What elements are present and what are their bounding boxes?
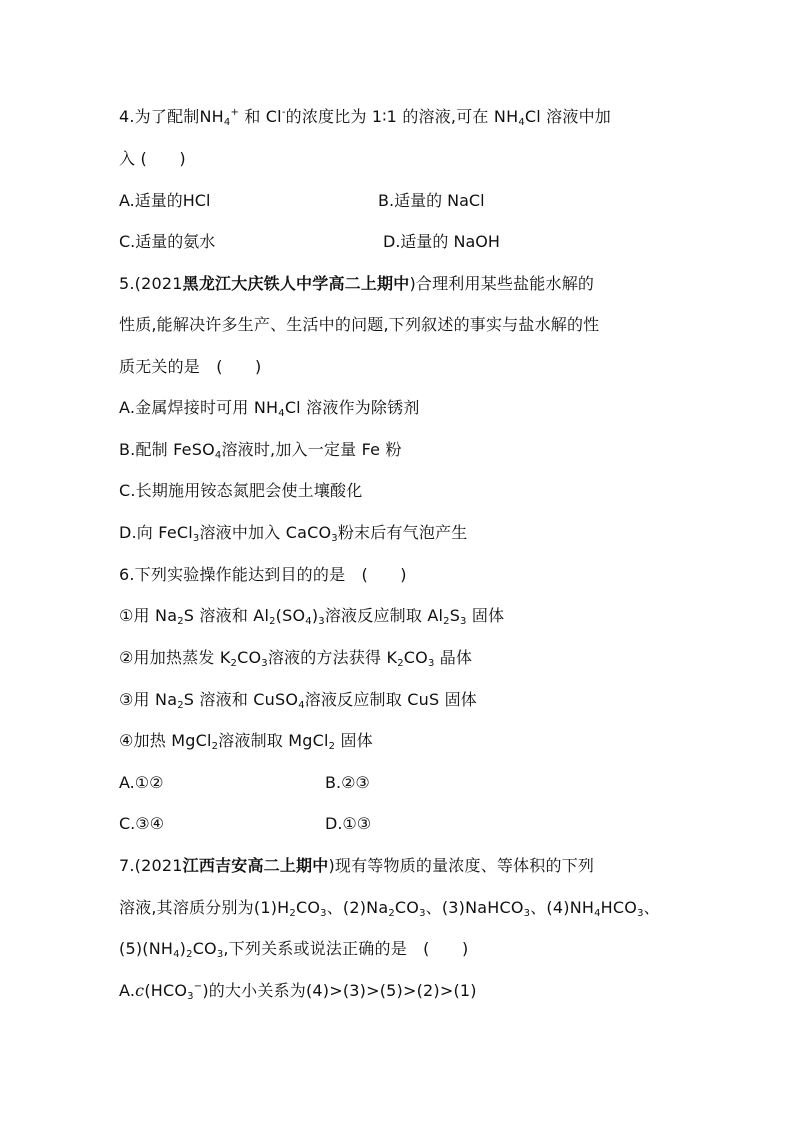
q5-option-a bbox=[119, 397, 420, 419]
q6-sub: 2 bbox=[443, 616, 450, 627]
q4-option-b: B.适量的 NaCl bbox=[378, 191, 485, 210]
q7-sub: 4 bbox=[594, 908, 601, 919]
q6-option-d: D.①③ bbox=[325, 814, 372, 833]
q6-item-3 bbox=[119, 689, 477, 711]
q6-sub: 3 bbox=[427, 658, 435, 669]
q6-sub: 4 bbox=[305, 616, 312, 627]
q6-sub: 2 bbox=[269, 616, 276, 627]
q6-text: (SO bbox=[275, 606, 306, 625]
q6-text: 固体 bbox=[335, 731, 373, 750]
q7-sub: 2 bbox=[388, 908, 395, 919]
q7-sup: − bbox=[193, 981, 203, 992]
q5-sub: 4 bbox=[278, 408, 285, 419]
q6-sub: 3 bbox=[460, 616, 467, 627]
q6-option-a: A.①② bbox=[119, 773, 164, 792]
q7-text: 、(4)NH bbox=[530, 898, 595, 917]
q5-option-c: C.长期施用铵态氮肥会使土壤酸化 bbox=[119, 481, 363, 500]
q6-text: S 溶液和 CuSO bbox=[183, 690, 299, 709]
q4-option-c: C.适量的氨水 bbox=[119, 232, 216, 251]
q6-text: 溶液的方法获得 K bbox=[267, 648, 398, 667]
q7-concentration-symbol: c bbox=[135, 981, 145, 1000]
q6-text: ③用 Na bbox=[119, 690, 178, 709]
q6-text: ②用加热蒸发 K bbox=[119, 648, 231, 667]
q6-text: S 溶液和 Al bbox=[183, 606, 270, 625]
q5-text: A.金属焊接时可用 NH bbox=[119, 398, 279, 417]
q7-text: 7.(2021 bbox=[119, 856, 183, 875]
q6-text: 溶液制取 MgCl bbox=[218, 731, 329, 750]
q7-text: (5)(NH bbox=[119, 939, 174, 958]
q6-item-4 bbox=[119, 730, 373, 752]
q6-text: S bbox=[449, 606, 461, 625]
q6-option-b: B.②③ bbox=[325, 773, 370, 792]
q7-sub: 2 bbox=[289, 908, 296, 919]
q6-sub: 2 bbox=[328, 741, 336, 752]
q6-text: 晶体 bbox=[434, 648, 473, 667]
q5-sub: 3 bbox=[192, 533, 200, 544]
q7-text: CO bbox=[295, 898, 321, 917]
q7-text: )现有等物质的量浓度、等体积的下列 bbox=[328, 856, 595, 875]
q6-sub: 2 bbox=[230, 658, 238, 669]
q6-sub: 3 bbox=[261, 658, 268, 669]
q7-sub: 3 bbox=[216, 949, 224, 960]
q6-item-2 bbox=[119, 647, 472, 669]
q7-text: )的大小关系为(4)>(3)>(5)>(2)>(1) bbox=[202, 981, 477, 1000]
q6-sub: 2 bbox=[397, 658, 404, 669]
q6-sub: 2 bbox=[177, 616, 184, 627]
q4-text: Cl 溶液中加 bbox=[524, 107, 611, 126]
q7-text: 、(2)Na bbox=[326, 898, 389, 917]
q7-text: A. bbox=[119, 981, 136, 1000]
q5-stem-line3: 质无关的是 ( ) bbox=[119, 357, 262, 376]
q4-option-a: A.适量的HCl bbox=[119, 191, 211, 210]
q7-stem-line1 bbox=[119, 855, 594, 877]
q5-sub: 3 bbox=[331, 533, 338, 544]
q7-sub: 4 bbox=[173, 949, 180, 960]
q7-text: CO bbox=[394, 898, 420, 917]
q4-sup: - bbox=[281, 107, 286, 118]
q6-text: 固体 bbox=[466, 606, 505, 625]
q6-text: ①用 Na bbox=[119, 606, 178, 625]
q7-text: 、 bbox=[643, 898, 660, 917]
q5-option-b bbox=[119, 439, 402, 461]
q4-sub: 4 bbox=[223, 117, 231, 128]
q7-sub: 3 bbox=[523, 908, 531, 919]
q4-text: 和 Cl bbox=[239, 107, 282, 126]
q7-text: 、(3)NaHCO bbox=[425, 898, 524, 917]
q6-text: ) bbox=[311, 606, 319, 625]
q7-stem-line3 bbox=[119, 938, 468, 960]
q7-text: ,下列关系或说法正确的是 ( ) bbox=[223, 939, 469, 958]
q6-sub: 2 bbox=[177, 700, 184, 711]
q4-option-d: D.适量的 NaOH bbox=[383, 232, 500, 251]
q5-stem-line1 bbox=[119, 273, 594, 295]
q7-source: 江西吉安高二上期中 bbox=[182, 856, 329, 875]
q4-stem-line2: 入 ( ) bbox=[119, 149, 186, 168]
q7-text: HCO bbox=[600, 898, 638, 917]
q6-sub: 3 bbox=[318, 616, 325, 627]
q7-sub: 3 bbox=[320, 908, 327, 919]
q6-text: CO bbox=[237, 648, 262, 667]
q7-sub: 3 bbox=[187, 991, 194, 1002]
q5-text: )合理利用某些盐能水解的 bbox=[409, 274, 595, 293]
q6-text: 溶液反应制取 CuS 固体 bbox=[304, 690, 477, 709]
q5-text: 溶液中加入 CaCO bbox=[199, 523, 332, 542]
q6-text: 溶液反应制取 Al bbox=[324, 606, 444, 625]
q6-text: ④加热 MgCl bbox=[119, 731, 212, 750]
q5-text: Cl 溶液作为除锈剂 bbox=[284, 398, 420, 417]
q7-sub: 3 bbox=[637, 908, 644, 919]
q5-text: 粉末后有气泡产生 bbox=[337, 523, 468, 542]
q7-text: ) bbox=[179, 939, 187, 958]
q5-text: 5.(2021 bbox=[119, 274, 183, 293]
q6-sub: 2 bbox=[211, 741, 219, 752]
q6-stem: 6.下列实验操作能达到目的的是 ( ) bbox=[119, 565, 407, 584]
q4-sub: 4 bbox=[518, 117, 525, 128]
q7-text: CO bbox=[192, 939, 217, 958]
q5-source: 黑龙江大庆铁人中学高二上期中 bbox=[182, 274, 410, 293]
q6-option-c: C.③④ bbox=[119, 814, 164, 833]
q4-text: 的浓度比为 1∶1 的溶液,可在 NH bbox=[285, 107, 519, 126]
q7-sub: 3 bbox=[419, 908, 426, 919]
q7-text: (HCO bbox=[144, 981, 188, 1000]
q7-stem-line2 bbox=[119, 897, 660, 919]
q4-sup: + bbox=[230, 107, 240, 118]
q5-sub: 4 bbox=[214, 450, 222, 461]
q7-text: 溶液,其溶质分别为(1)H bbox=[119, 898, 290, 917]
q7-option-a bbox=[119, 980, 477, 1002]
q4-stem-line1 bbox=[119, 106, 611, 128]
q5-text: 溶液时,加入一定量 Fe 粉 bbox=[221, 440, 402, 459]
q4-text: 4.为了配制NH bbox=[119, 107, 224, 126]
q6-sub: 4 bbox=[298, 700, 305, 711]
q5-text: B.配制 FeSO bbox=[119, 440, 215, 459]
q5-option-d bbox=[119, 522, 467, 544]
q5-text: D.向 FeCl bbox=[119, 523, 193, 542]
q5-stem-line2: 性质,能解决许多生产、生活中的问题,下列叙述的事实与盐水解的性 bbox=[119, 315, 600, 334]
q7-sub: 2 bbox=[186, 949, 193, 960]
q6-text: CO bbox=[403, 648, 428, 667]
q6-item-1 bbox=[119, 605, 504, 627]
